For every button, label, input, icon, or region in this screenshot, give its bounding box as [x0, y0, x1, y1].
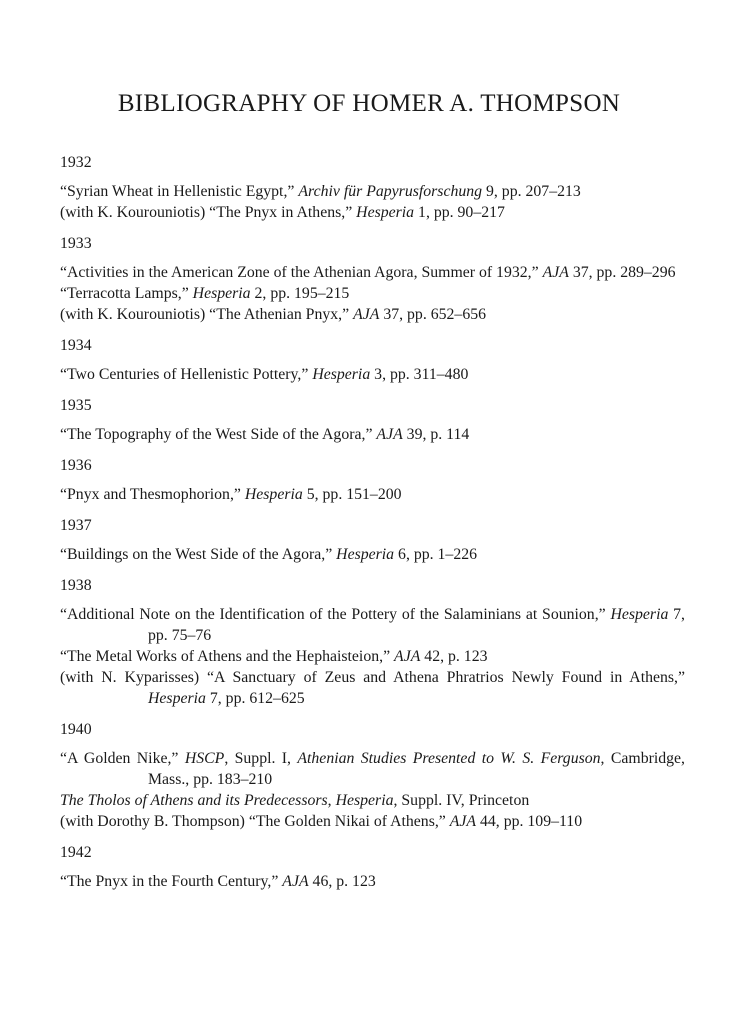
- entry-italic-text: AJA: [376, 426, 403, 443]
- page-title: BIBLIOGRAPHY OF HOMER A. THOMPSON: [117, 90, 621, 117]
- entry-italic-text: Hesperia: [244, 486, 303, 503]
- bibliography-entry: [60, 871, 685, 892]
- entry-text: “Buildings on the West Side of the Agora,”: [60, 546, 337, 563]
- year-heading: 1940: [60, 721, 92, 738]
- year-heading: 1938: [60, 577, 92, 594]
- bibliography-entry: [60, 604, 685, 646]
- entry-italic-text: Archiv für Papyrusforschung: [298, 183, 483, 200]
- year-heading: 1934: [60, 337, 92, 354]
- year-heading: 1933: [60, 235, 92, 252]
- year-heading: 1942: [60, 844, 92, 861]
- entry-text: , Suppl. I,: [224, 750, 298, 767]
- bibliography-entry: [60, 748, 685, 790]
- entry-text: , Suppl. IV, Princeton: [393, 792, 530, 809]
- entry-italic-text: Hesperia: [356, 204, 415, 221]
- entry-list: [60, 364, 685, 385]
- entry-italic-text: Hesperia: [335, 792, 394, 809]
- bibliography-entry: [60, 202, 685, 223]
- bibliography-entry: [60, 364, 685, 385]
- entry-text: “Activities in the American Zone of the Athenian Agora, Summer of 1932,”: [60, 264, 543, 281]
- entry-list: [60, 871, 685, 892]
- entry-text: “Syrian Wheat in Hellenistic Egypt,”: [60, 183, 299, 200]
- entry-italic-text: Hesperia: [610, 606, 669, 623]
- bibliography-entry: [60, 424, 685, 445]
- year-group-1934: [60, 335, 685, 385]
- entry-text: “The Topography of the West Side of the Agora,”: [60, 426, 377, 443]
- entry-text: 37, pp. 652–656: [379, 306, 487, 323]
- entry-text: , Cambridge, Mass., pp. 183–210: [148, 750, 685, 788]
- entry-italic-text: AJA: [394, 648, 421, 665]
- bibliography-entry: [60, 544, 685, 565]
- entry-list: [60, 604, 685, 709]
- entry-text: 2, pp. 195–215: [250, 285, 350, 302]
- entry-italic-text: Hesperia: [312, 366, 371, 383]
- bibliography-entry: [60, 181, 685, 202]
- entry-text: 7, pp. 75–76: [148, 606, 686, 644]
- entry-text: (with K. Kourouniotis) “The Athenian Pnyx,”: [60, 306, 354, 323]
- entry-italic-text: AJA: [542, 264, 569, 281]
- bibliography-entry: [60, 304, 685, 325]
- entry-text: “A Golden Nike,”: [60, 750, 185, 767]
- bibliography-list: [60, 152, 685, 902]
- entry-text: “Additional Note on the Identification of the Pottery of the Salaminians at Sounion,”: [60, 606, 611, 623]
- entry-text: “Terracotta Lamps,”: [60, 285, 193, 302]
- entry-text: (with Dorothy B. Thompson) “The Golden Nikai of Athens,”: [60, 813, 450, 830]
- entry-italic-text: The Tholos of Athens and its Predecessors: [60, 792, 328, 809]
- entry-text: 1, pp. 90–217: [414, 204, 505, 221]
- bibliography-entry: [60, 262, 685, 283]
- year-group-1937: [60, 515, 685, 565]
- bibliography-entry: [60, 283, 685, 304]
- entry-italic-text: AJA: [449, 813, 477, 830]
- entry-list: [60, 748, 685, 832]
- entry-text: ,: [327, 792, 336, 809]
- year-group-1933: [60, 233, 685, 325]
- entry-text: “The Metal Works of Athens and the Hephaisteion,”: [60, 648, 395, 665]
- bibliography-entry: [60, 790, 685, 811]
- entry-text: 44, pp. 109–110: [476, 813, 583, 830]
- entry-text: 6, pp. 1–226: [394, 546, 478, 563]
- entry-list: [60, 544, 685, 565]
- year-heading: 1935: [60, 397, 92, 414]
- year-group-1938: [60, 575, 685, 709]
- year-heading: 1937: [60, 517, 92, 534]
- entry-text: 39, p. 114: [402, 426, 470, 443]
- year-heading: 1936: [60, 457, 92, 474]
- entry-italic-text: Hesperia: [336, 546, 395, 563]
- entry-text: 46, p. 123: [308, 873, 376, 890]
- bibliography-entry: [60, 646, 685, 667]
- entry-text: 37, pp. 289–296: [568, 264, 676, 281]
- entry-text: (with N. Kyparisses) “A Sanctuary of Zeus and Athena Phratrios Newly Found in Athens,”: [60, 669, 685, 686]
- year-group-1942: [60, 842, 685, 892]
- year-group-1935: [60, 395, 685, 445]
- bibliography-entry: [60, 811, 685, 832]
- bibliography-entry: [60, 484, 685, 505]
- year-group-1932: [60, 152, 685, 223]
- entry-italic-text: Hesperia: [192, 285, 251, 302]
- entry-list: [60, 424, 685, 445]
- entry-text: 42, p. 123: [420, 648, 488, 665]
- entry-text: 3, pp. 311–480: [370, 366, 469, 383]
- year-group-1940: [60, 719, 685, 832]
- entry-italic-text: AJA: [282, 873, 309, 890]
- year-heading: 1932: [60, 154, 92, 171]
- entry-text: 5, pp. 151–200: [302, 486, 402, 503]
- entry-text: “The Pnyx in the Fourth Century,”: [60, 873, 283, 890]
- entry-text: (with K. Kourouniotis) “The Pnyx in Athens,”: [60, 204, 357, 221]
- entry-text: “Pnyx and Thesmophorion,”: [60, 486, 245, 503]
- bibliography-entry: [60, 667, 685, 709]
- entry-italic-text: AJA: [353, 306, 380, 323]
- entry-italic-text: Hesperia: [148, 690, 206, 707]
- entry-italic-text: HSCP: [184, 750, 225, 767]
- entry-text: 7, pp. 612–625: [205, 690, 305, 707]
- year-group-1936: [60, 455, 685, 505]
- entry-list: [60, 181, 685, 223]
- entry-text: “Two Centuries of Hellenistic Pottery,”: [60, 366, 313, 383]
- entry-list: [60, 262, 685, 325]
- entry-text: 9, pp. 207–213: [482, 183, 581, 200]
- entry-italic-text: Athenian Studies Presented to W. S. Ferguson: [297, 750, 601, 767]
- entry-list: [60, 484, 685, 505]
